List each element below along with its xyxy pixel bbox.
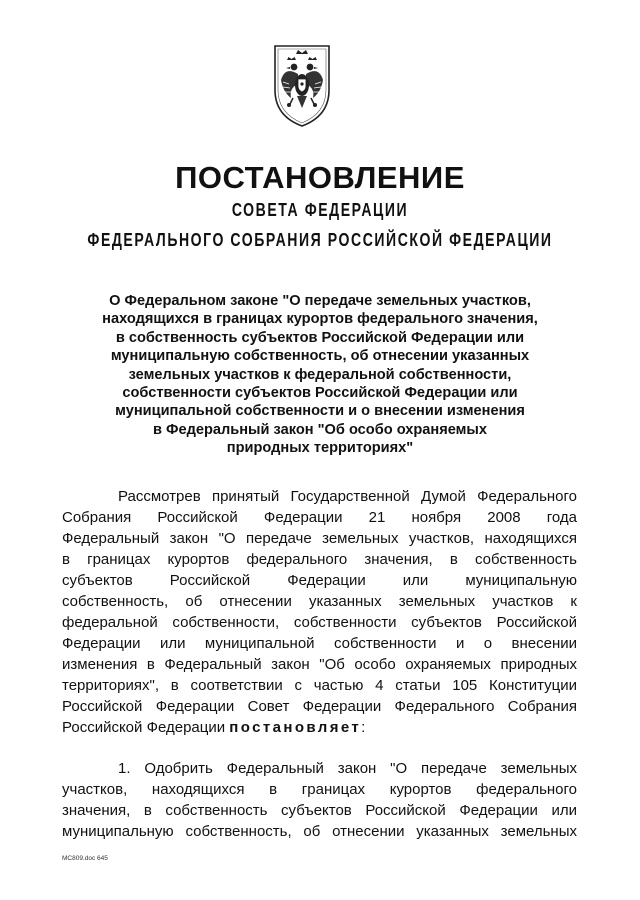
document-title: ПОСТАНОВЛЕНИЕ (175, 160, 465, 195)
heading-line: муниципальную собственность, об отнесении указанных (110, 348, 530, 365)
resolution-heading (60, 292, 580, 458)
body-line: собственность, об отнесении указанных земельных участков к (62, 593, 577, 610)
clause-1-paragraph (62, 758, 577, 842)
body-line: федеральной собственности, собственности субъектов Российской (62, 614, 577, 631)
heading-line: в собственность субъектов Российской Федерации или (115, 329, 525, 346)
resolves-colon: : (361, 719, 366, 736)
body-line: 1. Одобрить Федеральный закон "О передаче земельных (118, 760, 577, 777)
body-line: Рассмотрев принятый Государственной Думой Федерального (118, 488, 577, 505)
body-line: Российской Федерации Совет Федерации Федерального Собрания (62, 698, 577, 715)
heading-line: земельных участков к федеральной собственности, (128, 366, 512, 383)
file-reference-footer: МС809.doc 645 (62, 855, 108, 862)
heading-line: муниципальной собственности и о внесении изменения (115, 403, 525, 420)
russian-coat-of-arms-icon (271, 40, 333, 128)
body-line: значения, в собственность субъектов Российской Федерации или (62, 802, 577, 819)
body-line: Собрания Российской Федерации 21 ноября 2008 года (62, 509, 577, 526)
heading-line: О Федеральном законе "О передаче земельных участков, (109, 293, 531, 309)
body-line: Федерации или муниципальной собственности и о внесении (62, 635, 577, 652)
document-subtitle-assembly: ФЕДЕРАЛЬНОГО СОБРАНИЯ РОССИЙСКОЙ ФЕДЕРАЦИИ (87, 230, 553, 250)
body-line: территориях", в соответствии с частью 4 статьи 105 Конституции (62, 677, 577, 694)
heading-line: собственности субъектов Российской Федерации или (122, 385, 518, 402)
body-line-text: Российской Федерации (62, 719, 226, 736)
heading-line: в Федеральный закон "Об особо охраняемых (152, 421, 488, 438)
body-line: Федеральный закон "О передаче земельных участков, находящихся (62, 530, 577, 547)
body-line: муниципальную собственность, об отнесении указанных земельных (62, 823, 577, 840)
body-line: субъектов Российской Федерации или муниципальную (62, 572, 577, 589)
body-line: участков, находящихся в границах курортов федерального (62, 781, 577, 798)
body-line-final (62, 717, 577, 738)
preamble-paragraph (62, 486, 577, 738)
resolves-emphasis: постановляет (229, 719, 362, 736)
document-body (62, 486, 577, 842)
body-line: в границах курортов федерального значения, в собственность (62, 551, 577, 568)
body-line: изменения в Федеральный закон "Об особо охраняемых природных (62, 656, 577, 673)
document-subtitle-council: СОВЕТА ФЕДЕРАЦИИ (231, 200, 409, 220)
heading-line: находящихся в границах курортов федерального значения, (102, 311, 538, 328)
heading-line: природных территориях" (226, 440, 414, 457)
